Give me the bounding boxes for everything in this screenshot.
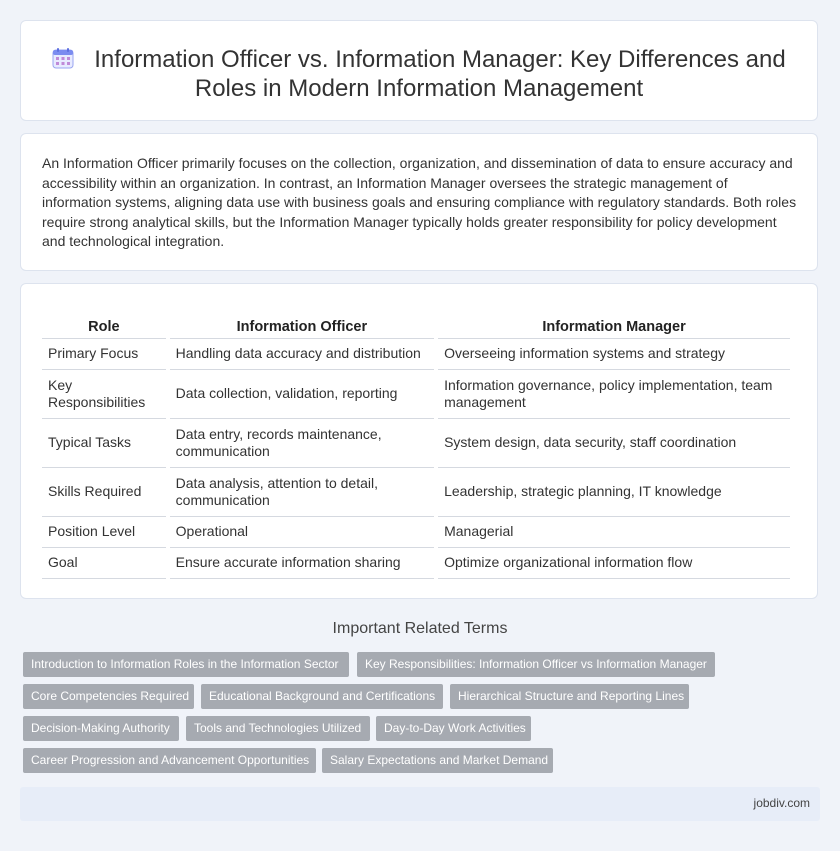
table-row xyxy=(42,548,790,579)
cell-officer: Data analysis, attention to detail, communication xyxy=(170,468,434,517)
footer-site-link[interactable]: jobdiv.com xyxy=(753,796,810,810)
table-row xyxy=(42,517,790,548)
header-information-manager: Information Manager xyxy=(438,316,790,339)
footer xyxy=(20,787,820,821)
cell-role: Key Responsibilities xyxy=(42,370,166,419)
cell-role: Primary Focus xyxy=(42,339,166,370)
cell-officer: Data entry, records maintenance, communication xyxy=(170,419,434,468)
related-tag[interactable]: Hierarchical Structure and Reporting Lines xyxy=(450,684,689,709)
header-information-officer: Information Officer xyxy=(170,316,434,339)
cell-manager: Overseeing information systems and strategy xyxy=(438,339,790,370)
calendar-icon xyxy=(52,47,74,69)
cell-manager: Managerial xyxy=(438,517,790,548)
title-line-2: Roles in Modern Information Management xyxy=(194,75,644,102)
related-tag[interactable]: Day-to-Day Work Activities xyxy=(376,716,531,741)
comparison-table xyxy=(38,316,794,579)
cell-role: Skills Required xyxy=(42,468,166,517)
cell-manager: Information governance, policy implementation, team management xyxy=(438,370,790,419)
related-tag[interactable]: Salary Expectations and Market Demand xyxy=(322,748,553,773)
header-card xyxy=(20,20,818,121)
related-tag[interactable]: Core Competencies Required xyxy=(23,684,194,709)
cell-officer: Data collection, validation, reporting xyxy=(170,370,434,419)
page-title xyxy=(21,45,817,103)
cell-manager: Optimize organizational information flow xyxy=(438,548,790,579)
related-tag[interactable]: Introduction to Information Roles in the Information Sector xyxy=(23,652,349,677)
table-row xyxy=(42,468,790,517)
cell-role: Position Level xyxy=(42,517,166,548)
related-tag[interactable]: Educational Background and Certifications xyxy=(201,684,443,709)
table-row xyxy=(42,370,790,419)
table-row xyxy=(42,419,790,468)
cell-manager: System design, data security, staff coordination xyxy=(438,419,790,468)
related-tag[interactable]: Career Progression and Advancement Opportunities xyxy=(23,748,316,773)
cell-manager: Leadership, strategic planning, IT knowledge xyxy=(438,468,790,517)
intro-text: An Information Officer primarily focuses on the collection, organization, and dissemination of data to ensure accuracy and accessibility within an organization. In contrast, an Information Manager oversees the strategic management of information systems, aligning data use with business goals and ensuring compliance with regulatory standards. Both roles require strong analytical skills, but the Information Manager typically holds greater responsibility for policy development and technological integration. xyxy=(42,155,797,250)
header-role: Role xyxy=(42,316,166,339)
related-terms-title: Important Related Terms xyxy=(332,620,508,637)
table-row xyxy=(42,339,790,370)
cell-officer: Ensure accurate information sharing xyxy=(170,548,434,579)
related-tag[interactable]: Key Responsibilities: Information Officer vs Information Manager xyxy=(357,652,715,677)
cell-role: Typical Tasks xyxy=(42,419,166,468)
comparison-card xyxy=(20,283,818,599)
related-tag[interactable]: Tools and Technologies Utilized xyxy=(186,716,370,741)
related-tag[interactable]: Decision-Making Authority xyxy=(23,716,179,741)
title-line-1: Information Officer vs. Information Manager: Key Differences and xyxy=(94,46,786,73)
intro-card xyxy=(20,133,818,271)
cell-role: Goal xyxy=(42,548,166,579)
cell-officer: Operational xyxy=(170,517,434,548)
cell-officer: Handling data accuracy and distribution xyxy=(170,339,434,370)
